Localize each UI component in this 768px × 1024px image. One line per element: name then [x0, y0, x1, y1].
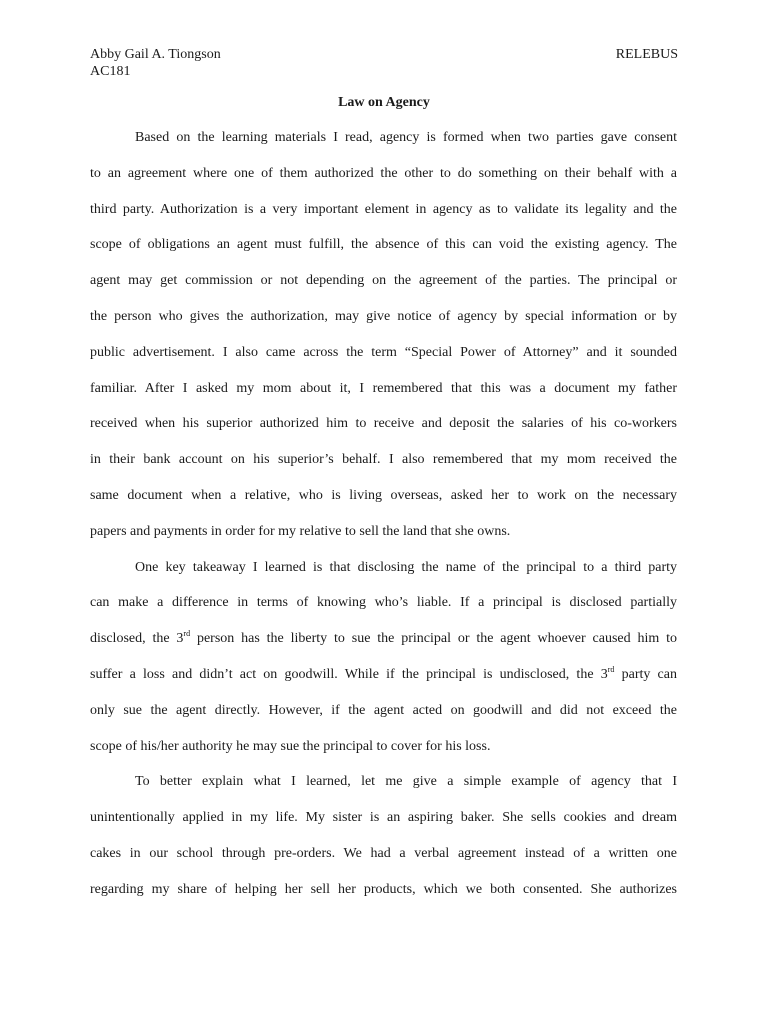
body-line: papers and payments in order for my relative to sell the land that she owns.	[90, 523, 511, 539]
body-line: to an agreement where one of them authorized the other to do something on their behalf with a	[90, 165, 677, 181]
body-line: One key takeaway I learned is that disclosing the name of the principal to a third party	[135, 559, 677, 575]
author-name: Abby Gail A. Tiongson	[90, 47, 221, 62]
body-line: To better explain what I learned, let me give a simple example of agency that I	[135, 774, 677, 790]
body-line: scope of his/her authority he may sue the principal to cover for his loss.	[90, 738, 491, 754]
body-line: can make a difference in terms of knowing who’s liable. If a principal is disclosed partially	[90, 595, 677, 611]
ordinal-superscript: rd	[183, 629, 191, 639]
body-line-text: disclosed, the 3	[90, 631, 184, 647]
body-line: agent may get commission or not depending on the agreement of the parties. The principal or	[90, 273, 677, 289]
body-line: public advertisement. I also came across the term “Special Power of Attorney” and it sounded	[90, 344, 677, 360]
page-header	[90, 46, 678, 64]
body-line	[90, 626, 677, 662]
body-line: in their bank account on his superior’s behalf. I also remembered that my mom received the	[90, 452, 677, 468]
body-line: cakes in our school through pre-orders. We had a verbal agreement instead of a written one	[90, 845, 677, 861]
body-line-text: suffer a loss and didn’t act on goodwill. While if the principal is undisclosed, the 3	[90, 666, 608, 682]
body-line: familiar. After I asked my mom about it, I remembered that this was a document my father	[90, 380, 677, 396]
instructor-name: RELEBUS	[615, 47, 678, 62]
ordinal-superscript: rd	[607, 664, 615, 674]
document-title: Law on Agency	[338, 95, 430, 110]
body-line: received when his superior authorized him to receive and deposit the salaries of his co-workers	[90, 416, 677, 432]
document-body	[90, 125, 677, 913]
body-line: unintentionally applied in my life. My sister is an aspiring baker. She sells cookies and dream	[90, 810, 677, 826]
body-line: Based on the learning materials I read, agency is formed when two parties gave consent	[135, 130, 677, 145]
course-code: AC181	[90, 64, 131, 79]
body-line	[90, 662, 677, 698]
body-line: regarding my share of helping her sell her products, which we both consented. She authorizes	[90, 881, 677, 897]
body-line: same document when a relative, who is living overseas, asked her to work on the necessary	[90, 487, 677, 503]
body-line-text: person has the liberty to sue the principal or the agent whoever caused him to	[190, 631, 677, 647]
body-line: only sue the agent directly. However, if the agent acted on goodwill and did not exceed the	[90, 702, 677, 718]
body-line: the person who gives the authorization, may give notice of agency by special information or by	[90, 308, 677, 324]
body-line-text: party can	[614, 666, 677, 682]
body-line: third party. Authorization is a very important element in agency as to validate its legality and the	[90, 201, 677, 217]
body-line: scope of obligations an agent must fulfill, the absence of this can void the existing agency. The	[90, 237, 677, 253]
